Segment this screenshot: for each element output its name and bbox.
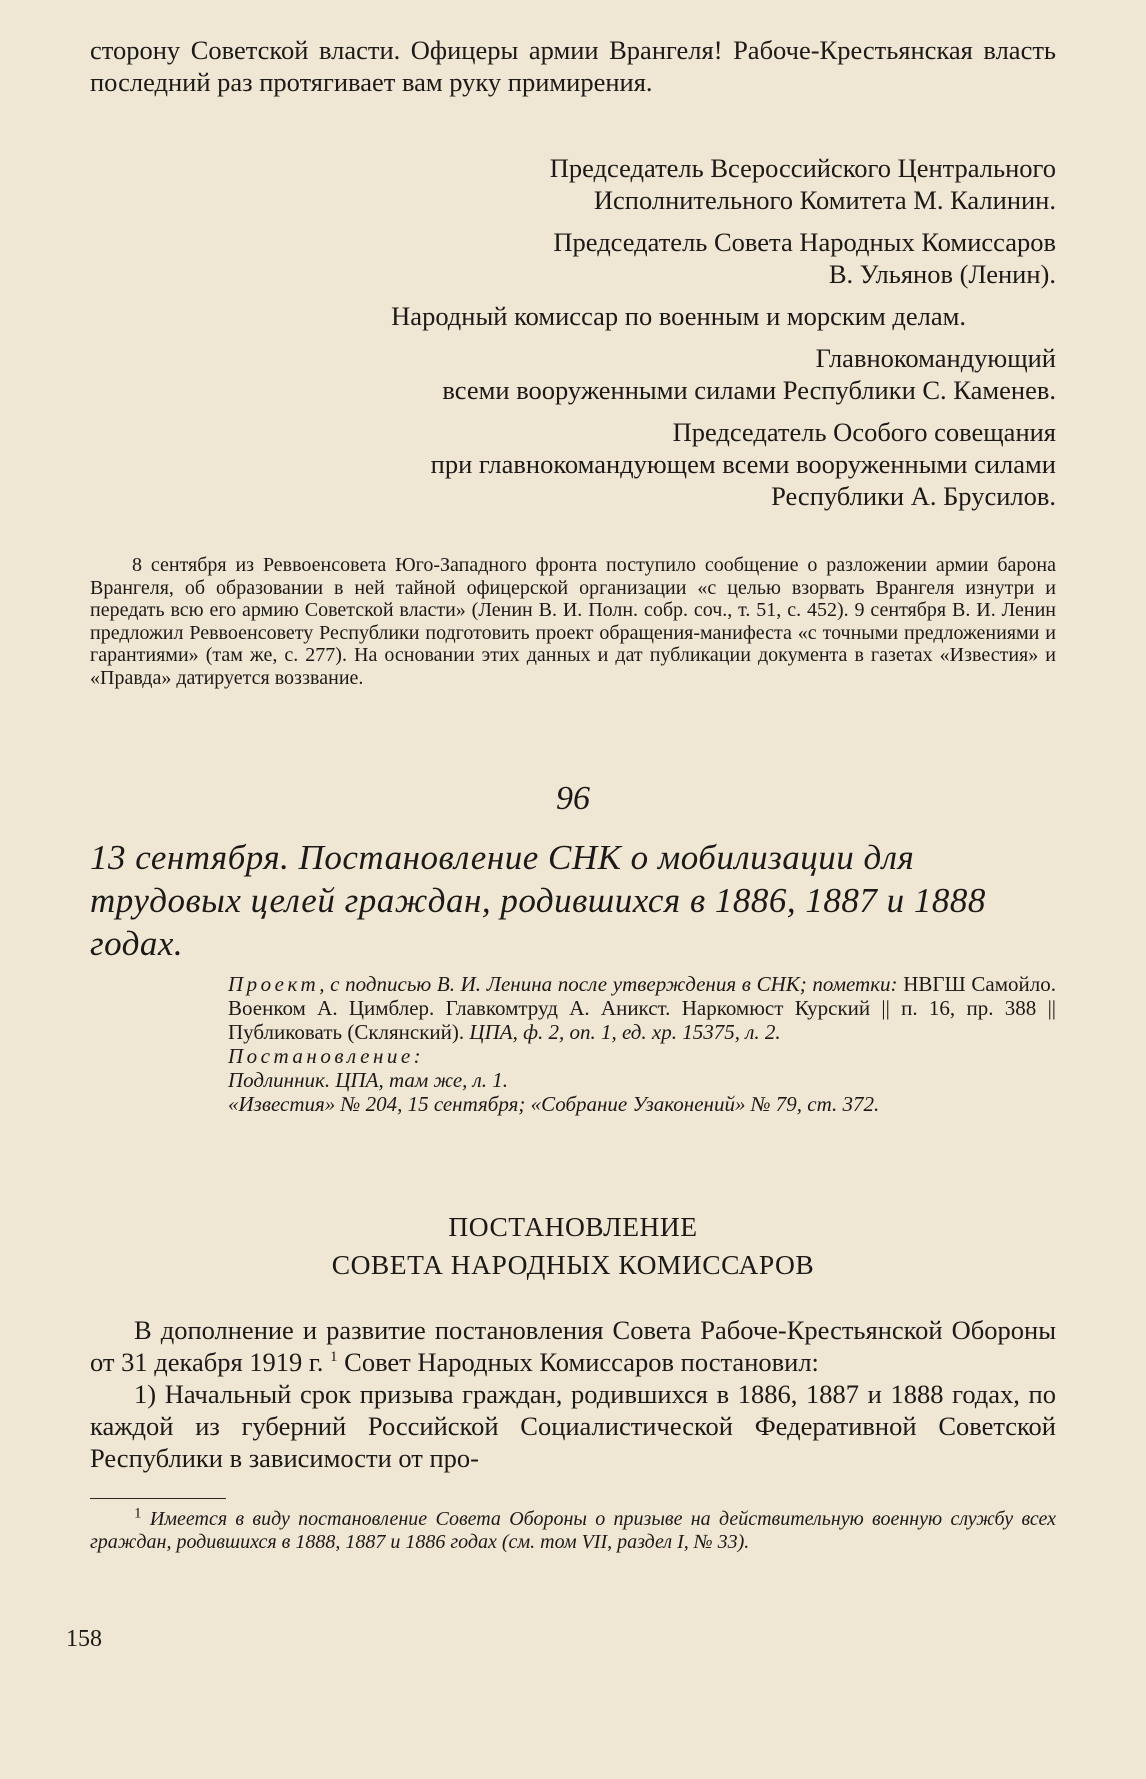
signature-block [90,152,1056,512]
signature-line: Исполнительного Комитета М. Калинин. [593,185,1056,215]
signature-lenin [90,226,1056,290]
page-number: 158 [66,1626,102,1652]
editorial-note-text: 8 сентября из Реввоенсовета Юго-Западного фронта поступило сообщение о разложении армии барона Врангеля, об образовании в ней тайной офицерской организации «с целью взорвать Врангеля изнутри и передать всю его армию Советской власти» (Ленин В. И. Полн. собр. соч., т. 51, с. 452). 9 сентября В. И. Ленин предложил Реввоенсовету Республики подготовить проект обращения-манифеста «с точными предложениями и гарантиями» (там же, с. 277). На основании этих данных и дат публикации документа в газетах «Известия» и «Правда» датируется воззвание. [90,554,1056,689]
resolution-heading-line2: СОВЕТА НАРОДНЫХ КОМИССАРОВ [331,1249,815,1280]
appeal-ending [90,34,1056,98]
footnote-divider [90,1498,226,1499]
footnote-mark: 1 [134,1505,142,1522]
signature-kamenev [90,342,1056,406]
signature-line: Народный комиссар по военным и морским делам. [391,301,966,331]
footnote-text: Имеется в виду постановление Совета Обороны о призыве на действительную военную службу всех граждан, родившихся в 1888, 1887 и 1886 годах (см. том VII, раздел I, № 33). [90,1508,1057,1553]
source-info [228,972,1056,1116]
signature-line: всеми вооруженными силами Республики С. Каменев. [442,375,1056,405]
resolution-point-1: 1) Начальный срок призыва граждан, родившихся в 1886, 1887 и 1888 годах, по каждой из губерний Российской Социалистической Федеративной Советской Республики в зависимости от про- [90,1379,1056,1473]
document-number-text: 96 [556,780,590,817]
document-title [90,836,1056,965]
source-project-desc: , с подписью В. И. Ленина после утверждения в СНК; пометки: [319,972,898,996]
resolution-intro-after: Совет Народных Комиссаров постановил: [337,1347,819,1377]
source-resolution-label: Постановление: [228,1044,425,1068]
signature-line: Председатель Совета Народных Комиссаров [553,227,1056,257]
signature-line: Республики А. Брусилов. [771,481,1056,511]
resolution-intro [90,1314,1056,1378]
source-project-archive: ЦПА, ф. 2, оп. 1, ед. хр. 15375, л. 2. [464,1020,781,1044]
signature-commissar [90,300,1056,332]
source-project-label: Проект [228,972,320,996]
signature-brusilov [90,416,1056,512]
source-publication: «Известия» № 204, 15 сентября; «Собрание Узаконений» № 79, ст. 372. [228,1092,880,1116]
signature-line: Главнокомандующий [815,343,1056,373]
signature-line: при главнокомандующем всеми вооруженными силами [430,449,1056,479]
signature-line: Председатель Особого совещания [672,417,1056,447]
editorial-note [90,554,1056,689]
resolution-body [90,1314,1056,1474]
signature-kalinin [90,152,1056,216]
document-title-text: 13 сентября. Постановление СНК о мобилизации для трудовых целей граждан, родившихся в 1886, 1887 и 1888 годах. [90,838,986,963]
document-number [90,780,1056,818]
source-project [228,972,1056,1044]
footnote-text-line [90,1505,1057,1554]
resolution-heading [90,1208,1056,1284]
source-project-marks: НВГШ Самойло. Военком А. Цимблер. Главкомтруд А. Аникст. Наркомюст Курский || п. 16, пр. 388 || Публиковать (Склянский). [228,972,1056,1044]
resolution-intro-before: В дополнение и развитие постановления Совета Рабоче-Крестьянской Обороны от 31 декабря 1919 г. [90,1315,1056,1377]
footnote [90,1505,1057,1554]
resolution-heading-line1: ПОСТАНОВЛЕНИЕ [448,1211,698,1242]
appeal-ending-text: сторону Советской власти. Офицеры армии Врангеля! Рабоче-Крестьянская власть последний раз протягивает вам руку примирения. [90,35,1056,97]
signature-line: В. Ульянов (Ленин). [828,259,1056,289]
source-original: Подлинник. ЦПА, там же, л. 1. [228,1068,509,1092]
footnote-reference: 1 [330,1349,338,1366]
signature-line: Председатель Всероссийского Центрального [549,153,1056,183]
